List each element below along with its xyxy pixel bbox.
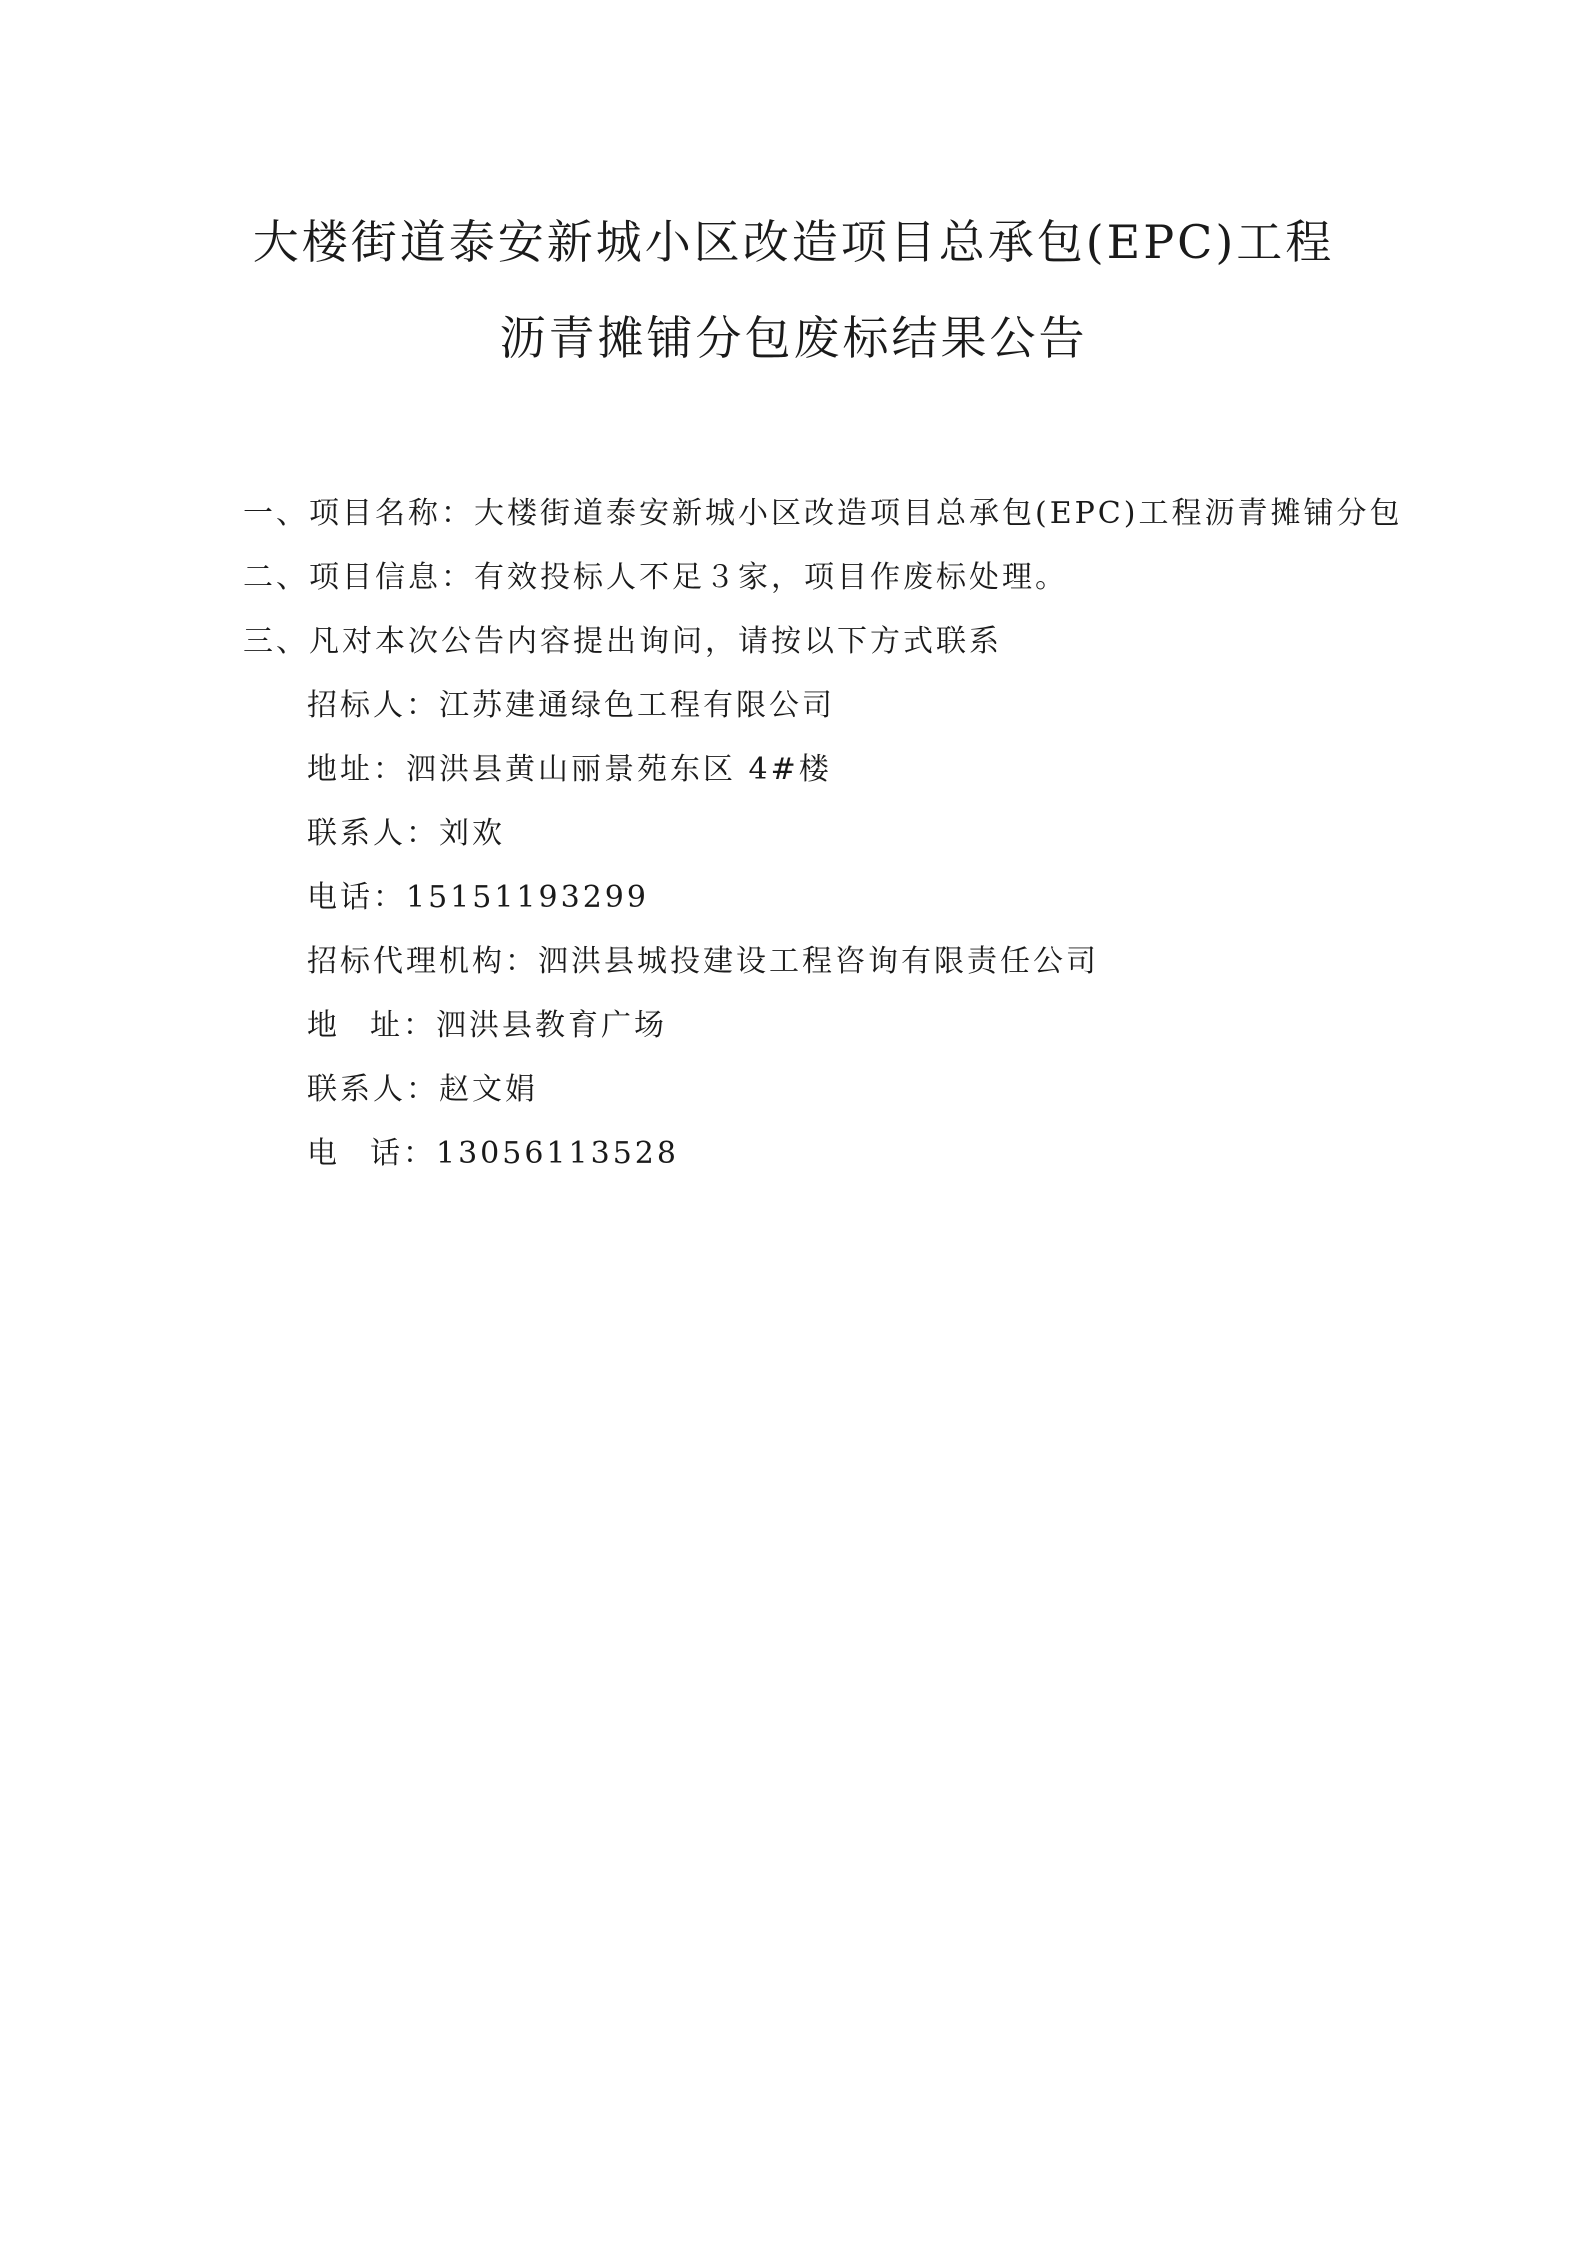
agency-phone-label-b: 话： bbox=[370, 1136, 436, 1171]
section-contact-intro: 三、凡对本次公告内容提出询问，请按以下方式联系 bbox=[243, 624, 1002, 659]
agency-name: 泗洪县城投建设工程咨询有限责任公司 bbox=[538, 944, 1099, 979]
agency-address-label-a: 地 bbox=[307, 1008, 340, 1043]
agency-address-row bbox=[307, 1006, 667, 1046]
tenderer-address-label: 地址： bbox=[307, 752, 406, 787]
tenderer-name-label: 招标人： bbox=[307, 688, 439, 723]
agency-name-row bbox=[307, 942, 1099, 982]
agency-address: 泗洪县教育广场 bbox=[436, 1008, 667, 1043]
tenderer-phone-row bbox=[307, 878, 649, 918]
tenderer-contact-label: 联系人： bbox=[307, 816, 439, 851]
tenderer-address: 泗洪县黄山丽景苑东区 4#楼 bbox=[406, 752, 832, 787]
agency-phone-label-a: 电 bbox=[307, 1136, 340, 1171]
tenderer-name-row bbox=[307, 686, 835, 726]
tenderer-phone-label: 电话： bbox=[307, 880, 406, 915]
page-title-line-1: 大楼街道泰安新城小区改造项目总承包(EPC)工程 bbox=[252, 215, 1335, 269]
agency-contact: 赵文娟 bbox=[439, 1072, 538, 1107]
agency-phone-row bbox=[307, 1134, 679, 1174]
agency-contact-label: 联系人： bbox=[307, 1072, 439, 1107]
agency-phone: 13056113528 bbox=[436, 1136, 679, 1171]
tenderer-phone: 15151193299 bbox=[406, 880, 649, 915]
tenderer-contact-row bbox=[307, 814, 505, 854]
section-project-name: 一、项目名称：大楼街道泰安新城小区改造项目总承包(EPC)工程沥青摊铺分包 bbox=[243, 496, 1403, 531]
page-title-line-2: 沥青摊铺分包废标结果公告 bbox=[499, 311, 1088, 365]
tenderer-address-row bbox=[307, 750, 832, 790]
agency-address-label-b: 址： bbox=[370, 1008, 436, 1043]
tenderer-contact: 刘欢 bbox=[439, 816, 505, 851]
section-project-info: 二、项目信息：有效投标人不足３家，项目作废标处理。 bbox=[243, 560, 1068, 595]
tenderer-name: 江苏建通绿色工程有限公司 bbox=[439, 688, 835, 723]
agency-name-label: 招标代理机构： bbox=[307, 944, 538, 979]
agency-contact-row bbox=[307, 1070, 538, 1110]
